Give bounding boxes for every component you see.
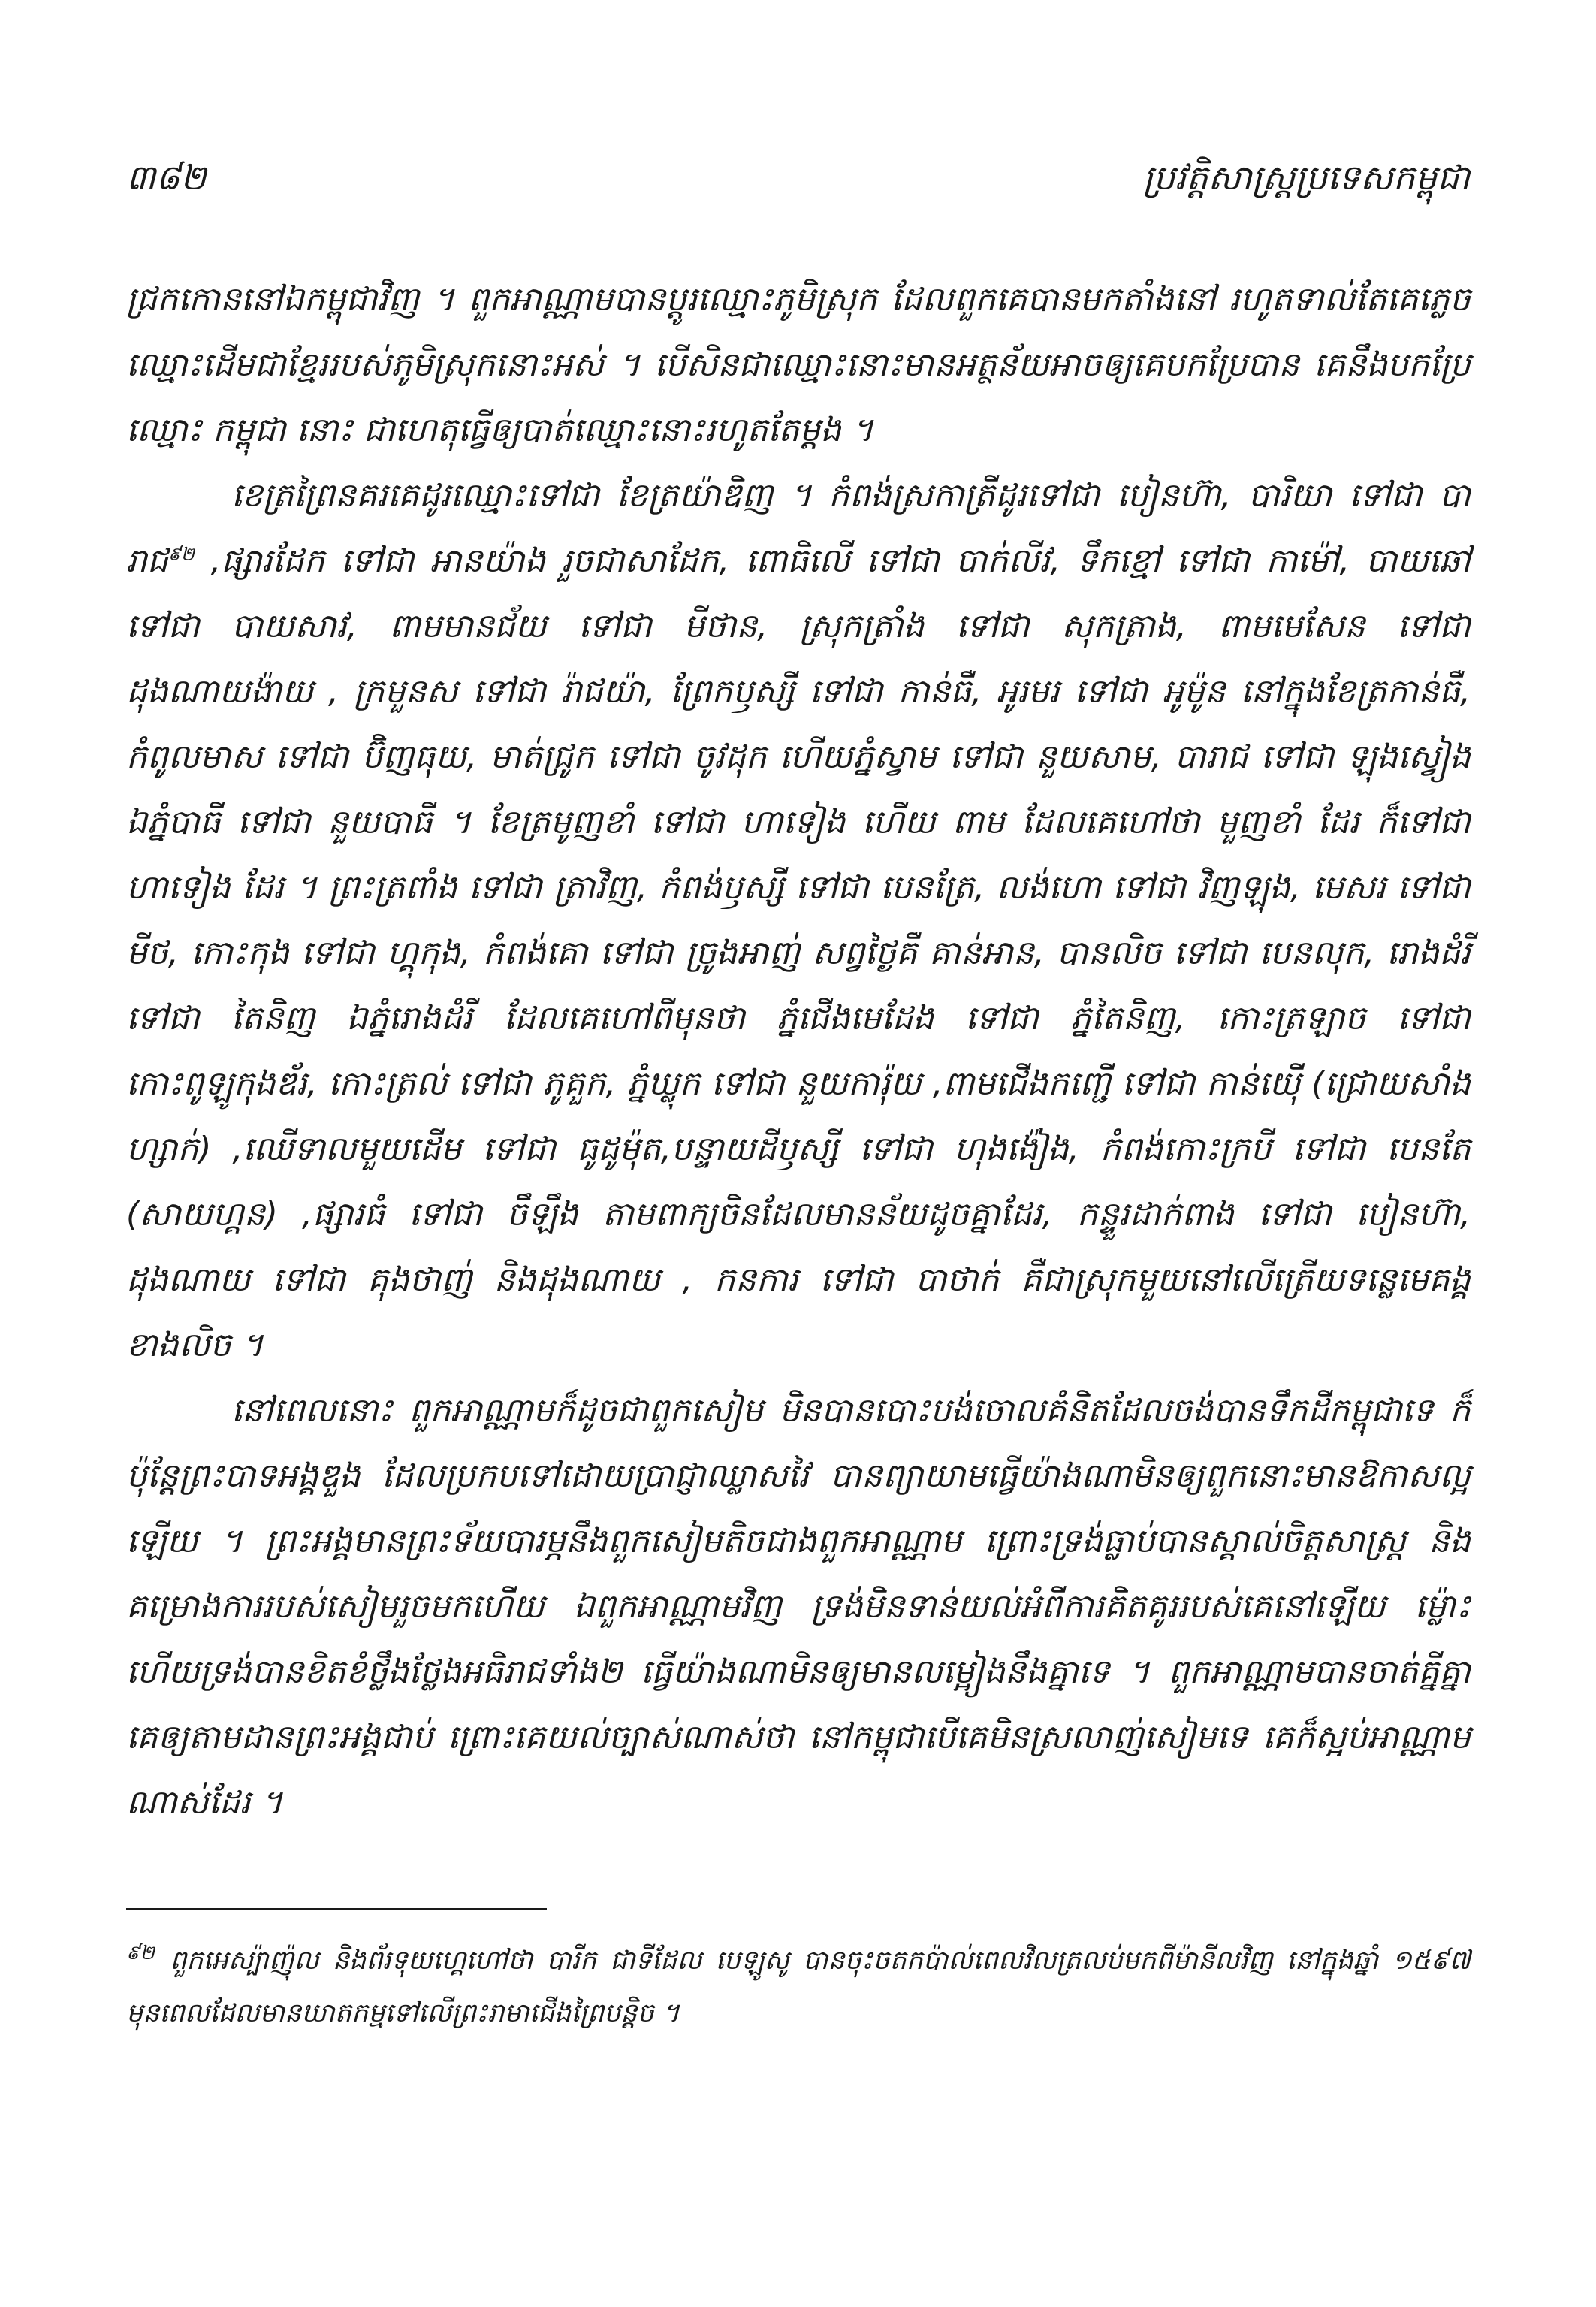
footnote-text: ពួកអេស្ប៉ាញ៉ុល និងព័រទុយហ្គេហៅថា បារីក ជាទីដែល បេឡូសូ បានចុះចតកប៉ាល់ពេលវិលត្រលប់មកពីម៉ានីលវិញ នៅក្នុងឆ្នាំ ១៥៩៧ មុនពេលដែលមានឃាតកម្មទៅលើព្រះរាមាជើងព្រៃបន្តិច ។ — [126, 1946, 1471, 2028]
running-title: ប្រវត្តិសាស្ត្រប្រទេសកម្ពុជា — [1142, 157, 1470, 198]
paragraph-3: នៅពេលនោះ ពួកអាណ្ណាមក៏ដូចជាពួកសៀម មិនបានបោះបង់ចោលគំនិតដែលចង់បានទឹកដីកម្ពុជាទេ ក៏ប៉ុន្តែព្រះបាទអង្គឌួង ដែលប្រកបទៅដោយប្រាជ្ញាឈ្លាសវៃ បានព្យាយាមធ្វើយ៉ាងណាមិនឲ្យពួកនោះមានឱកាសល្អឡើយ ។ ព្រះអង្គមានព្រះទ័យបារម្ភនឹងពួកសៀមតិចជាងពួកអាណ្ណាម ព្រោះទ្រង់ធ្លាប់បានស្គាល់ចិត្តសាស្ត្រ និងគម្រោងការរបស់សៀមរួចមកហើយ ឯពួកអាណ្ណាមវិញ ទ្រង់មិនទាន់យល់អំពីការគិតគូររបស់គេនៅឡើយ ម្ល៉ោះហើយទ្រង់បានខិតខំថ្លឹងថ្លែងអធិរាជទាំង២ ធ្វើយ៉ាងណាមិនឲ្យមានលម្អៀងនឹងគ្នាទេ ។ ពួកអាណ្ណាមបានចាត់គ្នីគ្នាគេឲ្យតាមដានព្រះអង្គជាប់ ព្រោះគេយល់ច្បាស់ណាស់ថា នៅកម្ពុជាបើគេមិនស្រលាញ់សៀមទេ គេក៏ស្អប់អាណ្ណាមណាស់ដែរ ។ — [126, 1391, 1471, 1822]
footnote — [126, 1934, 1471, 2040]
paragraph-2-part-1: ខេត្រព្រៃនគរគេដូរឈ្មោះទៅជា ខែត្រយ៉ាឌិញ ។ កំពង់ស្រកាត្រីដូរទៅជា បៀនហ៊ា, បារិយា ទៅជា បារាជ — [126, 476, 1471, 580]
page-header — [126, 156, 1470, 209]
page-number: ៣៨២ — [126, 157, 207, 198]
footnote-reference[interactable]: ៩២ — [167, 543, 195, 565]
paragraph-2 — [126, 463, 1471, 1378]
footnote-mark: ៩២ — [126, 1942, 155, 1965]
paragraph-2-part-2: ,ផ្សារដែក ទៅជា អានយ៉ាង រួចជាសាដែក, ពោធិលើ ទៅជា បាក់លីវ, ទឹកខ្មៅ ទៅជា កាម៉ៅ, បាយឆៅ ទៅជា បាយសាវ, ពាមមានជ័យ ទៅជា មីថាន, ស្រុកត្រាំង ទៅជា សុកត្រាង, ពាមមេសែន ទៅជា ដុងណាយង៉ាយ , ក្រមួនស ទៅជា រ៉ាជយ៉ា, ព្រែកឫស្សី ទៅជា កាន់ធឺ, អូរមរ ទៅជា អូម៉ូន នៅក្នុងខែត្រកាន់ធឺ, កំពូលមាស ទៅជា ប៊ិញធុយ, មាត់ជ្រូក ទៅជា ចូវដុក ហើយភ្នំស្វាម ទៅជា នួយសាម, បារាជ ទៅជា ឡុងស្វៀង ឯភ្នំបាធី ទៅជា នួយបាធី ។ ខែត្រមូញខាំ ទៅជា ហាទៀង ហើយ ពាម ដែលគេហៅថា មួញខាំ ដែរ ក៏ទៅជា ហាទៀង ដែរ ។ ព្រះត្រពាំង ទៅជា ត្រាវិញ, កំពង់ឫស្សី ទៅជា បេនត្រែ, លង់ហោ ទៅជា វិញឡុង, មេសរ ទៅជា មីថ, កោះកុង ទៅជា ហ្គុកុង, កំពង់គោ ទៅជា ច្រូងអាញ់ សព្វថ្ងៃគឺ គាន់អាន, បានលិច ទៅជា បេនលុក, រោងដំរី ទៅជា តៃនិញ ឯភ្នំរោងដំរី ដែលគេហៅពីមុនថា ភ្នំជើងមេដែង ទៅជា ភ្នំតៃនិញ, កោះត្រឡាច ទៅជា កោះពូឡូកុងឌ័រ, កោះត្រល់ ទៅជា ភូគួក, ភ្នំឃ្លុក ទៅជា នួយការ៉ុយ ,ពាមជើងកញ្ជើ ទៅជា កាន់យ៉ើ (ជ្រោយសាំងហ្សាក់) ,ឈើទាលមួយដើម ទៅជា ធូដូម៉ុត,បន្ទាយដីឫស្សី ទៅជា ហុងង៉ៀង, កំពង់កោះក្របី ទៅជា បេនតែ (សាយហ្គន) ,ផ្សារធំ ទៅជា ចឹឡឹង តាមពាក្យចិនដែលមានន័យដូចគ្នាដែរ, កន្ទួរដាក់ពាង ទៅជា បៀនហ៊ា, ដុងណាយ ទៅជា គុងថាញ់ និងដុងណាយ , កនការ ទៅជា បាថាក់ គឺជាស្រុកមួយនៅលើត្រើយទន្លេមេគង្គខាងលិច ។ — [126, 542, 1471, 1364]
footnote-divider — [126, 1908, 547, 1910]
paragraph-1: ជ្រកកោននៅឯកម្ពុជាវិញ ។ ពួកអាណ្ណាមបានប្តូរឈ្មោះភូមិស្រុក ដែលពួកគេបានមកតាំងនៅ រហូតទាល់តែគេភ្លេចឈ្មោះដើមជាខ្មែររបស់ភូមិស្រុកនោះអស់ ។ បើសិនជាឈ្មោះនោះមានអត្ថន័យអាចឲ្យគេបកប្រែបាន គេនឹងបកប្រែឈ្មោះ កម្ពុជា នោះ ជាហេតុធ្វើឲ្យបាត់ឈ្មោះនោះរហូតតែម្តង ។ — [126, 280, 1471, 449]
body-text — [126, 267, 1471, 1835]
